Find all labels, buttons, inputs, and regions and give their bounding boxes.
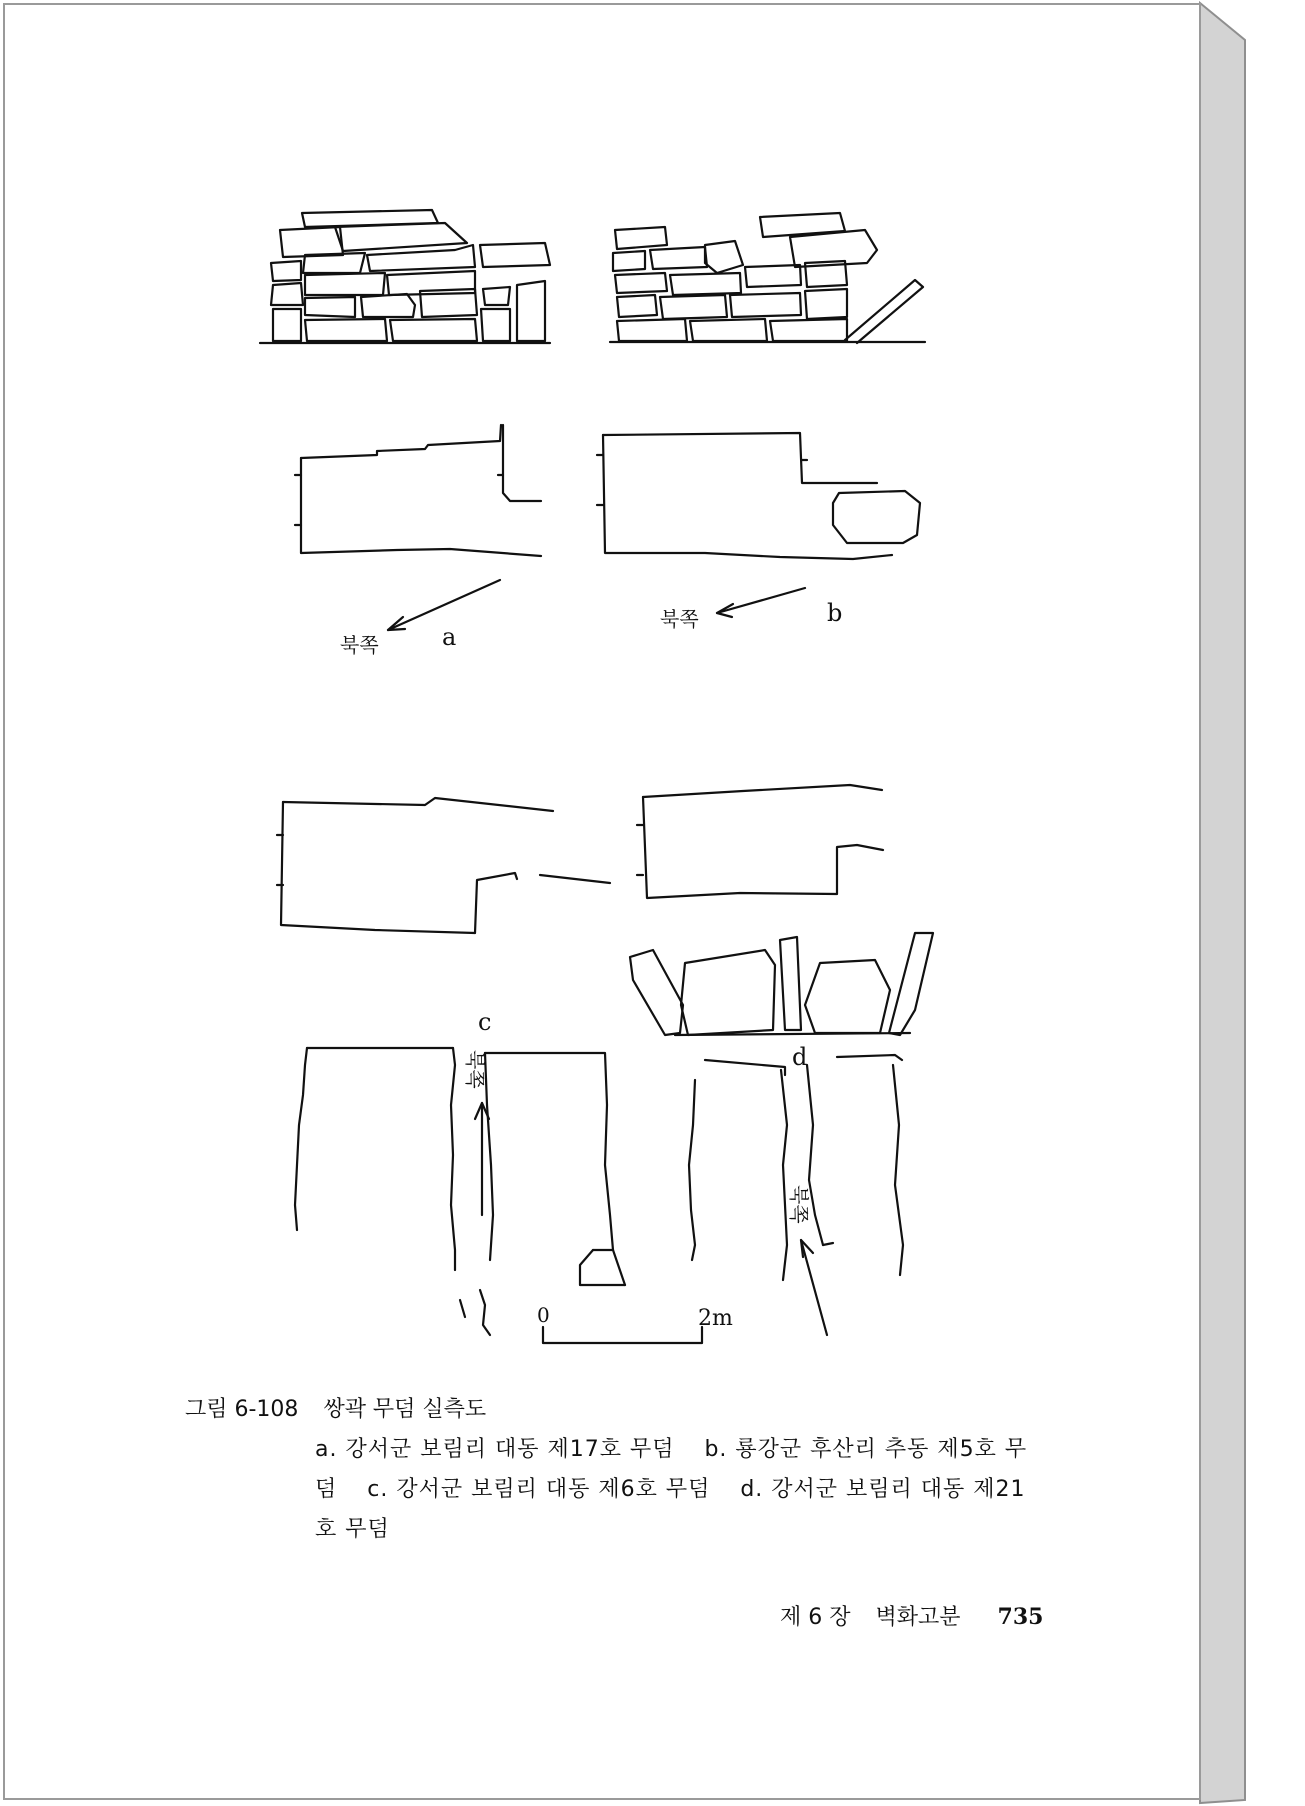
section-c	[295, 1048, 625, 1335]
page-footer	[780, 1600, 1043, 1631]
caption-item-b: b. 룡강군 후산리 추동 제5호 무덤	[315, 1437, 1028, 1502]
north-label-c: 북쪽	[463, 1050, 487, 1089]
elevation-d	[630, 933, 933, 1035]
caption-title-line	[185, 1390, 1085, 1430]
panel-label-a: a	[442, 623, 457, 651]
panel-label-b: b	[827, 599, 843, 627]
plan-b	[597, 433, 920, 559]
figure-caption	[185, 1390, 1085, 1550]
chapter-label: 제 6 장	[780, 1605, 851, 1630]
panel-label-d: d	[792, 1043, 808, 1071]
elevation-a	[260, 210, 550, 343]
caption-item-c: c. 강서군 보림리 대동 제6호 무덤	[367, 1477, 711, 1502]
figure-title: 쌍곽 무덤 실측도	[323, 1397, 487, 1422]
plan-d	[637, 785, 883, 898]
caption-item-d: d. 강서군 보림리 대동 제21호 무덤	[315, 1477, 1026, 1542]
caption-item-a: a. 강서군 보림리 대동 제17호 무덤	[315, 1437, 675, 1462]
caption-items	[315, 1430, 1045, 1550]
plan-a	[295, 425, 541, 556]
scale-start-label: 0	[537, 1303, 550, 1327]
section-d	[689, 1055, 903, 1280]
elevation-b	[610, 213, 925, 343]
plan-c	[277, 798, 610, 933]
figure-number: 그림 6-108	[185, 1397, 299, 1422]
north-arrow-d	[801, 1240, 827, 1335]
tomb-figure	[5, 5, 1203, 1405]
north-label-d: 북쪽	[787, 1185, 811, 1224]
page-number: 735	[997, 1604, 1044, 1630]
north-label-a: 북쪽	[340, 633, 379, 657]
panel-label-c: c	[478, 1008, 492, 1036]
chapter-title: 벽화고분	[875, 1605, 961, 1630]
north-arrow-b	[717, 588, 805, 617]
scale-end-label: 2m	[698, 1306, 733, 1331]
book-page	[3, 3, 1201, 1800]
scale-bar	[543, 1327, 702, 1343]
north-label-b: 북쪽	[660, 607, 699, 631]
